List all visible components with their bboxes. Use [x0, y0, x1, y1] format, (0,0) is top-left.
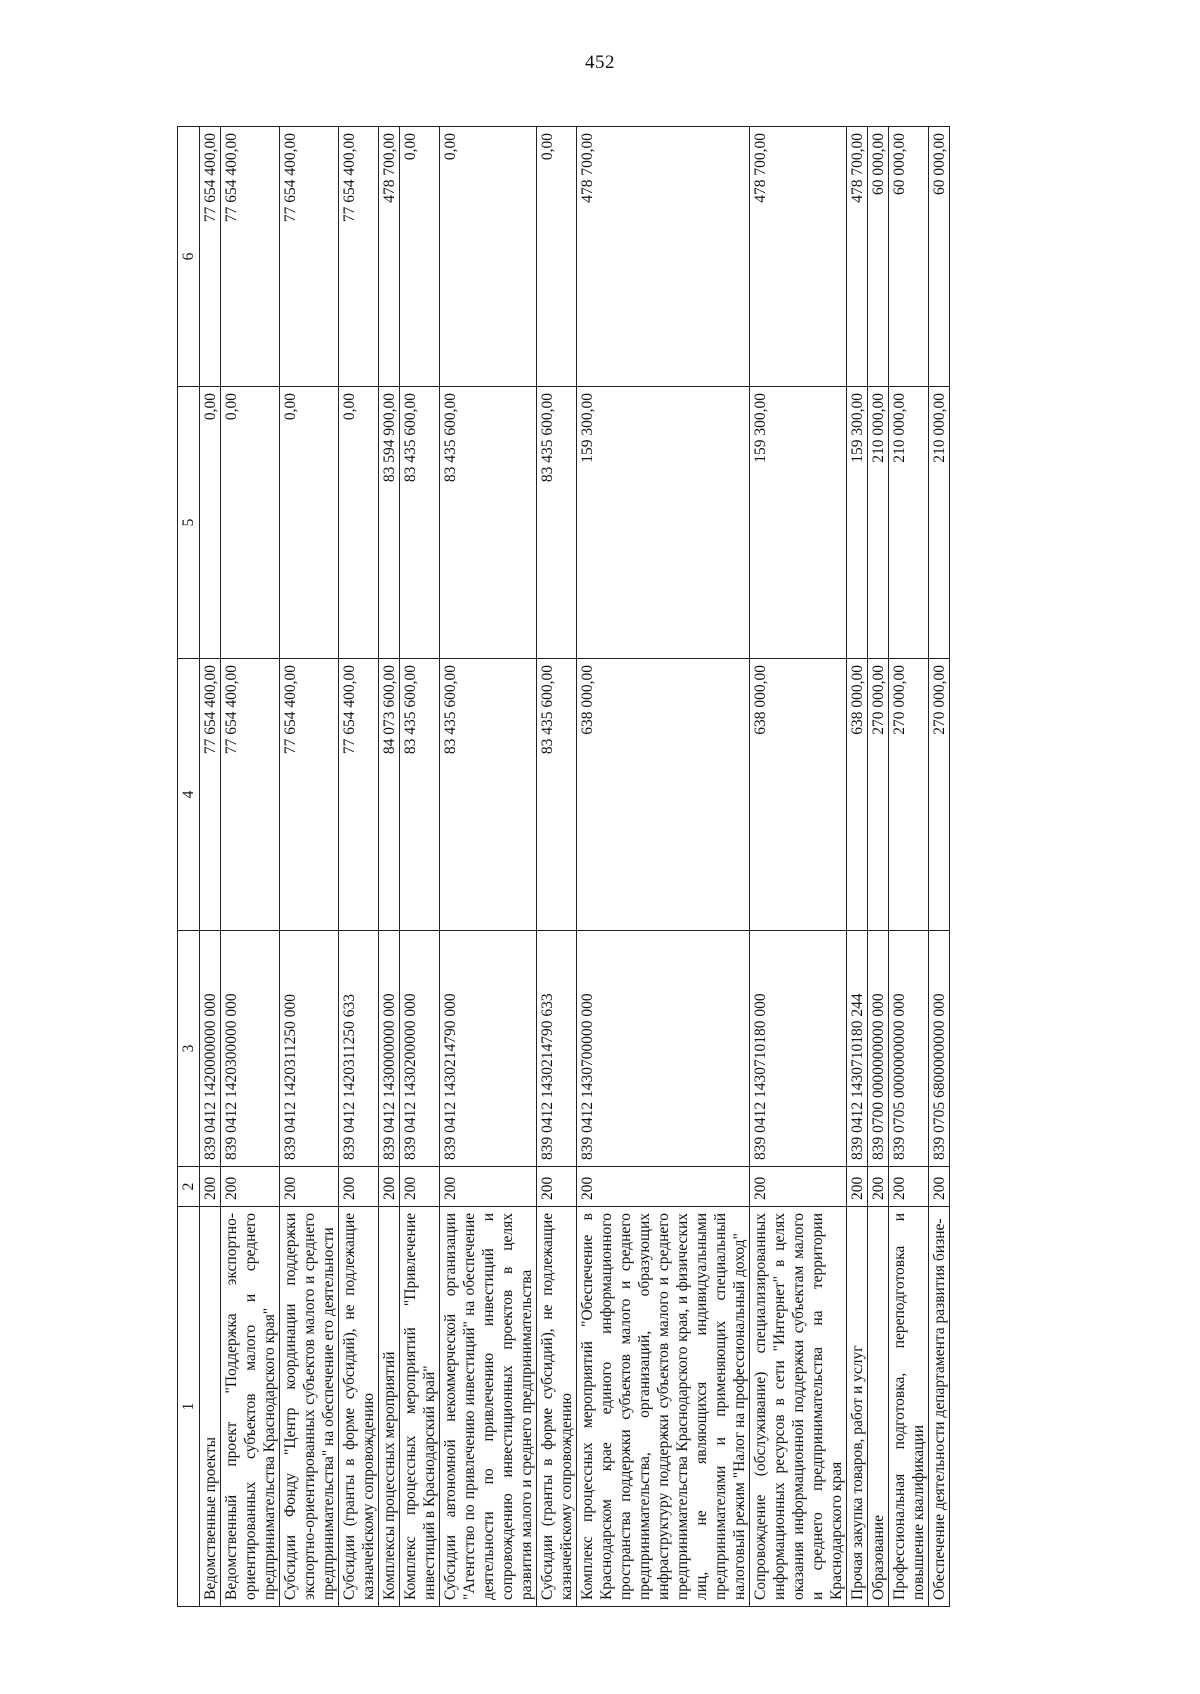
table-row — [577, 127, 750, 1607]
row-name: Обеспечение деятельности департамента развития бизне- — [929, 1207, 950, 1607]
rotated-table-wrapper — [177, 127, 1092, 1607]
row-amount-col4: 83 435 600,00 — [537, 659, 577, 931]
row-amount-col6: 60 000,00 — [929, 127, 950, 387]
table-row — [339, 127, 379, 1607]
row-amount-col6: 77 654 400,00 — [339, 127, 379, 387]
row-name: Сопровождение (обслуживание) специализированных информационных ресурсов в сети "Интернет" в целях оказания информационной поддержки субъектам малого и среднего предпринимательства на территории Краснодарского края — [750, 1207, 847, 1607]
row-amount-col5: 0,00 — [221, 387, 280, 659]
row-amount-col4: 77 654 400,00 — [200, 659, 221, 931]
table-row — [400, 127, 440, 1607]
row-amount-col6: 478 700,00 — [379, 127, 400, 387]
row-classification: 839 0412 1430000000 000 — [379, 931, 400, 1167]
row-amount-col5: 210 000,00 — [889, 387, 929, 659]
header-cell: 6 — [178, 127, 200, 387]
row-code: 200 — [537, 1167, 577, 1207]
row-classification: 839 0412 1430214790 633 — [537, 931, 577, 1167]
row-amount-col4: 84 073 600,00 — [379, 659, 400, 931]
table-row — [200, 127, 221, 1607]
row-name: Субсидии Фонду "Центр координации поддержки экспортно-ориентированных субъектов малого и среднего предпринимательства" на обеспечение его деятельности — [280, 1207, 339, 1607]
budget-table — [177, 126, 950, 1607]
row-classification: 839 0412 1430214790 000 — [440, 931, 537, 1167]
row-classification: 839 0412 1420000000 000 — [200, 931, 221, 1167]
row-amount-col5: 83 435 600,00 — [400, 387, 440, 659]
row-code: 200 — [200, 1167, 221, 1207]
table-row — [379, 127, 400, 1607]
row-amount-col5: 159 300,00 — [847, 387, 868, 659]
row-amount-col4: 638 000,00 — [750, 659, 847, 931]
row-amount-col4: 77 654 400,00 — [221, 659, 280, 931]
row-name: Субсидии автономной некоммерческой организации "Агентство по привлечению инвестиций" на обеспечение деятельности по привлечению инвестиций и сопровождению инвестиционных проектов в целях развития малого и среднего предпринимательства — [440, 1207, 537, 1607]
row-name: Комплекс процессных мероприятий "Обеспечение в Краснодарском крае единого информационного пространства поддержки субъектов малого и среднего предпринимательства, организаций, образующих инфраструктуру поддержки субъектов малого и среднего предпринимательства Краснодарского края, и физических лиц, не являющихся индивидуальными предпринимателями и применяющих специальный налоговый режим "Налог на профессиональный доход" — [577, 1207, 750, 1607]
row-name: Субсидии (гранты в форме субсидий), не подлежащие казначейскому сопровождению — [537, 1207, 577, 1607]
row-name: Профессиональная подготовка, переподготовка и повышение квалификации — [889, 1207, 929, 1607]
row-classification: 839 0412 1420311250 000 — [280, 931, 339, 1167]
row-amount-col5: 0,00 — [280, 387, 339, 659]
row-amount-col6: 478 700,00 — [750, 127, 847, 387]
row-amount-col6: 77 654 400,00 — [221, 127, 280, 387]
row-amount-col6: 0,00 — [440, 127, 537, 387]
row-amount-col5: 0,00 — [200, 387, 221, 659]
table-row — [537, 127, 577, 1607]
row-amount-col6: 60 000,00 — [889, 127, 929, 387]
row-amount-col4: 270 000,00 — [868, 659, 889, 931]
row-code: 200 — [889, 1167, 929, 1207]
header-cell: 1 — [178, 1207, 200, 1607]
row-amount-col5: 159 300,00 — [577, 387, 750, 659]
row-code: 200 — [339, 1167, 379, 1207]
row-amount-col5: 0,00 — [339, 387, 379, 659]
row-classification: 839 0705 0000000000 000 — [889, 931, 929, 1167]
row-name: Субсидии (гранты в форме субсидий), не подлежащие казначейскому сопровождению — [339, 1207, 379, 1607]
row-code: 200 — [280, 1167, 339, 1207]
table-row — [221, 127, 280, 1607]
row-name: Комплекс процессных мероприятий "Привлечение инвестиций в Краснодарский край" — [400, 1207, 440, 1607]
row-name: Ведомственные проекты — [200, 1207, 221, 1607]
header-cell: 5 — [178, 387, 200, 659]
table-row — [868, 127, 889, 1607]
row-amount-col6: 0,00 — [537, 127, 577, 387]
row-amount-col5: 83 435 600,00 — [537, 387, 577, 659]
table-row — [929, 127, 950, 1607]
table-row — [889, 127, 929, 1607]
row-amount-col4: 77 654 400,00 — [339, 659, 379, 931]
row-code: 200 — [400, 1167, 440, 1207]
row-amount-col5: 83 435 600,00 — [440, 387, 537, 659]
row-amount-col6: 77 654 400,00 — [200, 127, 221, 387]
table-row — [750, 127, 847, 1607]
page-number: 452 — [585, 52, 615, 73]
row-amount-col4: 83 435 600,00 — [440, 659, 537, 931]
row-code: 200 — [929, 1167, 950, 1207]
row-amount-col5: 210 000,00 — [929, 387, 950, 659]
table-row — [280, 127, 339, 1607]
row-classification: 839 0700 0000000000 000 — [868, 931, 889, 1167]
row-amount-col4: 270 000,00 — [929, 659, 950, 931]
row-amount-col6: 478 700,00 — [577, 127, 750, 387]
row-amount-col4: 83 435 600,00 — [400, 659, 440, 931]
row-amount-col6: 478 700,00 — [847, 127, 868, 387]
row-amount-col5: 210 000,00 — [868, 387, 889, 659]
row-amount-col5: 159 300,00 — [750, 387, 847, 659]
row-classification: 839 0412 1430700000 000 — [577, 931, 750, 1167]
table-row — [847, 127, 868, 1607]
header-cell: 3 — [178, 931, 200, 1167]
table-row — [440, 127, 537, 1607]
row-code: 200 — [868, 1167, 889, 1207]
row-classification: 839 0412 1430710180 244 — [847, 931, 868, 1167]
row-amount-col4: 270 000,00 — [889, 659, 929, 931]
row-name: Прочая закупка товаров, работ и услуг — [847, 1207, 868, 1607]
header-cell: 4 — [178, 659, 200, 931]
row-code: 200 — [847, 1167, 868, 1207]
row-name: Ведомственный проект "Поддержка экспортно-ориентированных субъектов малого и среднего предпринимательства Краснодарского края" — [221, 1207, 280, 1607]
row-amount-col4: 638 000,00 — [847, 659, 868, 931]
header-cell: 2 — [178, 1167, 200, 1207]
row-code: 200 — [379, 1167, 400, 1207]
row-name: Образование — [868, 1207, 889, 1607]
row-code: 200 — [221, 1167, 280, 1207]
row-code: 200 — [750, 1167, 847, 1207]
row-code: 200 — [440, 1167, 537, 1207]
row-classification: 839 0412 1420311250 633 — [339, 931, 379, 1167]
row-classification: 839 0705 6800000000 000 — [929, 931, 950, 1167]
row-classification: 839 0412 1430200000 000 — [400, 931, 440, 1167]
row-amount-col4: 77 654 400,00 — [280, 659, 339, 931]
row-amount-col5: 83 594 900,00 — [379, 387, 400, 659]
row-classification: 839 0412 1420300000 000 — [221, 931, 280, 1167]
row-amount-col4: 638 000,00 — [577, 659, 750, 931]
row-amount-col6: 60 000,00 — [868, 127, 889, 387]
row-name: Комплексы процессных мероприятий — [379, 1207, 400, 1607]
row-classification: 839 0412 1430710180 000 — [750, 931, 847, 1167]
row-amount-col6: 0,00 — [400, 127, 440, 387]
row-amount-col6: 77 654 400,00 — [280, 127, 339, 387]
header-row — [178, 127, 200, 1607]
row-code: 200 — [577, 1167, 750, 1207]
